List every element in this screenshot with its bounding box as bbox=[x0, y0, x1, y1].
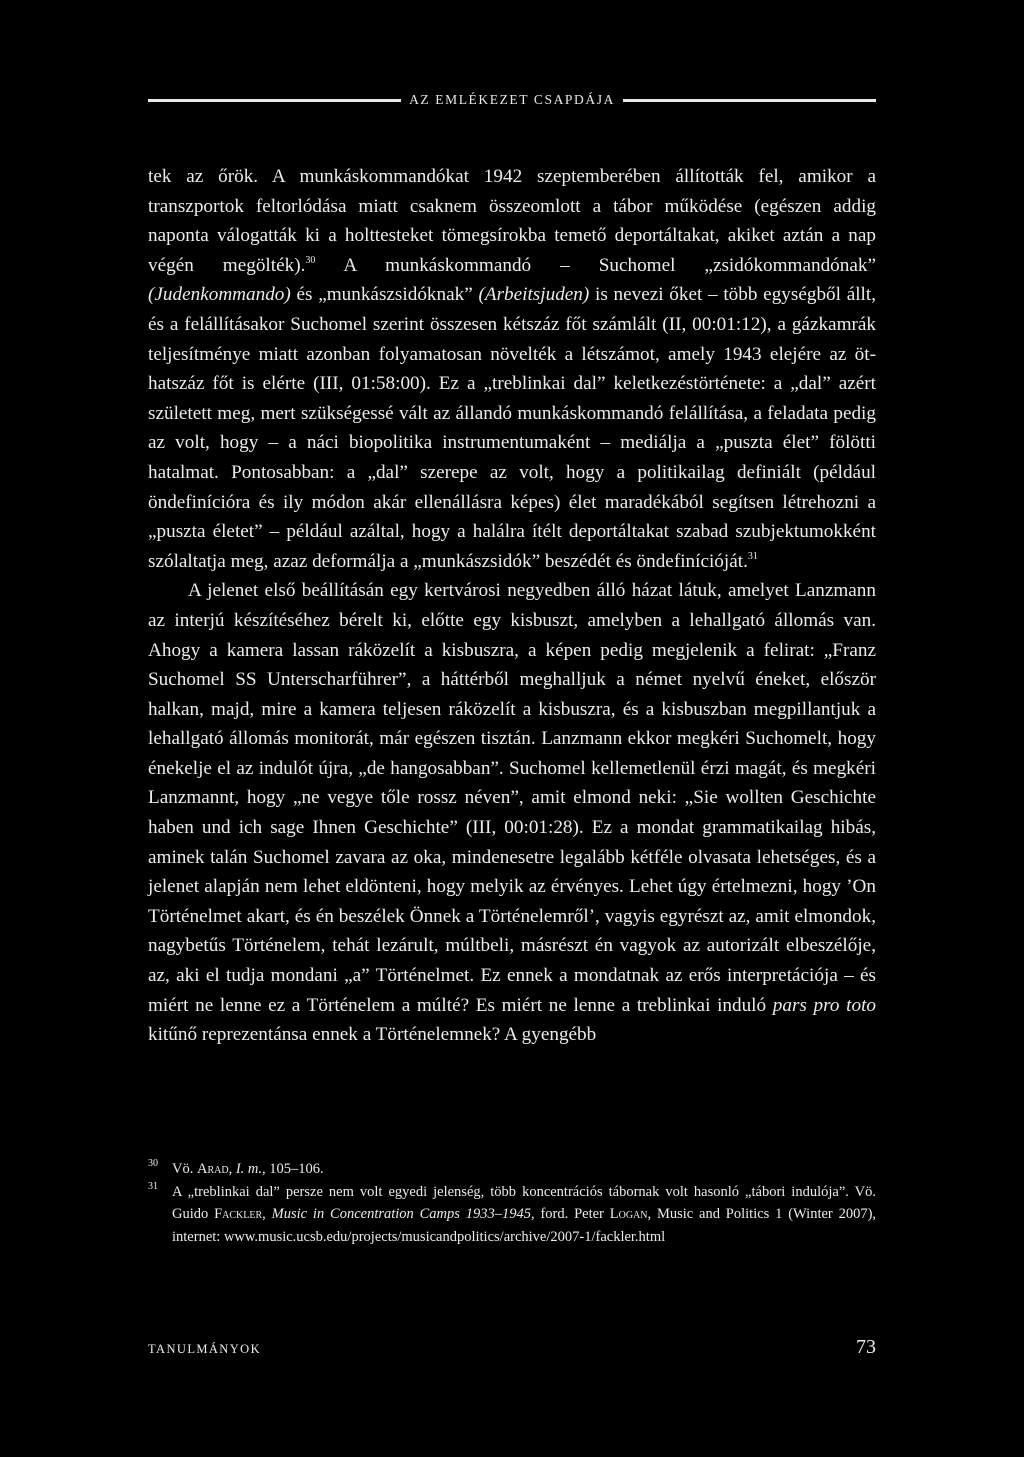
term-arbeitsjuden: (Arbeitsjuden) bbox=[478, 284, 590, 306]
paragraph-2 bbox=[148, 576, 876, 1050]
page-number: 73 bbox=[856, 1336, 876, 1358]
footnote-ref-30: 30 bbox=[305, 254, 316, 266]
term-judenkommando: (Judenkommando) bbox=[148, 284, 291, 306]
paragraph-2-text-a: A jelenet első beállításán egy kertvárosi negyedben álló házat látuk, amelyet Lanzmann az interjú készítéséhez bérelt ki, előtte egy kisbuszt, amelyben a lehallgató állomás van. Ahogy a kamera lassan ráközelít a kisbuszra, a képen pedig megjelenik a felirat: „Franz Suchomel SS Unterscharführer”, a háttérből meghalljuk a német nyelvű éneket, először halkan, majd, mire a kamera teljesen ráközelít a kisbuszra, és a kisbuszban megpillantjuk a lehallgató állomás monitorát, már egészen tisztán. Lanzmann ekkor megkéri Suchomelt, hogy énekelje el az indulót újra, „de hangosabban”. Suchomel kellemetlenül érzi magát, és megkéri Lanzmannt, hogy „ne vegye tőle rossz néven”, amit elmond neki: „Sie wollten Geschichte haben und ich sage Ihnen Geschichte” (III, 00:01:28). Ez a mondat grammatikailag hibás, aminek talán Suchomel zavara az oka, mindenesetre legalább kétféle olvasata lehetséges, és a jelenet alapján nem lehet eldönteni, hogy melyik az érvényes. Lehet úgy értelmezni, hogy ’On Történelmet akart, és én beszélek Önnek a Történelemről’, vagyis egyrészt az, amit elmondok, nagybetűs Történelem, tehát lezárult, múltbeli, másrészt én vagyok az autorizált elbeszélője, az, aki el tudja mondani „a” Történelmet. Ez ennek a mondatnak az erős interpretációja – és miért ne lenne ez a Történelem a múlté? Es miért ne lenne a treblinkai induló bbox=[148, 580, 876, 1016]
translator-logan: Logan bbox=[609, 1206, 648, 1222]
running-title: AZ EMLÉKEZET CSAPDÁJA bbox=[409, 92, 615, 107]
footnote-31-text-a: A „treblinkai dal” persze nem volt egyedi jelenség, több koncentrációs tábornak volt hasonló „tábori indulója”. Vö. Guido bbox=[172, 1183, 876, 1222]
paragraph-1-text-d: is nevezi őket – több egységből állt, és a felállításakor Suchomel szerint összesen kétszáz főt számlált (II, 00:01:12), a gázkamrák teljesítménye miatt azonban folyamatosan növelték a létszámot, amely 1943 elejére az öt-hatszáz főt is elérte (III, 01:58:00). Ez a „treblinkai dal” keletkezéstörténete: a „dal” azért született meg, mert szükségessé vált az állandó munkáskommandó felállítása, a feladata pedig az volt, hogy – a náci biopolitika instrumentumaként – mediálja a „puszta élet” fölötti hatalmat. Pontosabban: a „dal” szerepe az volt, hogy a politikailag definiált (például öndefinícióra és ily módon akár ellenállásra képes) élet maradékából segítsen létrehozni a „puszta életet” – például azáltal, hogy a halálra ítélt deportáltakat szabad szubjektumokként szólaltatja meg, azaz deformálja a „munkászsidók” beszédét és öndefinícióját. bbox=[148, 284, 876, 572]
footnote-30-text-a: Vö. bbox=[172, 1161, 197, 1177]
header-rule-left bbox=[148, 99, 401, 102]
footnote-30-text-c: , 105–106. bbox=[262, 1161, 324, 1177]
running-header bbox=[148, 92, 876, 108]
footnote-ref-31: 31 bbox=[747, 550, 758, 562]
footnote-31-text-c: ford. Peter bbox=[534, 1206, 610, 1222]
footnote-30 bbox=[148, 1158, 876, 1181]
footnote-text bbox=[172, 1181, 876, 1249]
footnote-text bbox=[172, 1158, 876, 1181]
footnote-30-text-b: , bbox=[228, 1161, 236, 1177]
paragraph-1-text-a: tek az őrök. A munkáskommandókat 1942 szeptemberében állították fel, amikor a transzportok feltorlódása miatt csaknem összeomlott a tábor működése (egészen addig naponta válogatták ki a holttesteket tömegsírokba temető deportáltakat, akiket aztán a nap végén megölték). bbox=[148, 166, 876, 276]
footnote-31-text-b: , bbox=[262, 1206, 272, 1222]
author-arad: Arad bbox=[196, 1161, 229, 1177]
book-title: Music in Concentration Camps 1933–1945, bbox=[271, 1206, 535, 1222]
header-rule-right bbox=[623, 99, 876, 102]
term-pars-pro-toto: pars pro toto bbox=[772, 994, 876, 1016]
body-text bbox=[148, 162, 876, 1050]
paragraph-2-text-b: kitűnő reprezentánsa ennek a Történelemnek? A gyengébb bbox=[148, 1024, 597, 1046]
ibid-abbrev: I. m. bbox=[235, 1161, 263, 1177]
footnote-31-text-d: , Music and Politics 1 (Winter 2007), internet: www.music.ucsb.edu/projects/musicandpolitics/archive/2007-1/fackler.html bbox=[172, 1206, 877, 1245]
paragraph-1-text-b: A munkáskommandó – Suchomel „zsidókommandónak” bbox=[315, 254, 876, 276]
footnotes bbox=[148, 1158, 876, 1248]
footnote-number: 30 bbox=[148, 1158, 158, 1169]
author-fackler: Fackler bbox=[214, 1206, 263, 1222]
page-footer bbox=[148, 1336, 876, 1359]
footnote-31 bbox=[148, 1181, 876, 1249]
paragraph-1 bbox=[148, 162, 876, 576]
paragraph-1-text-c: és „munkászsidóknak” bbox=[290, 284, 479, 306]
footnote-number: 31 bbox=[148, 1180, 158, 1192]
section-label: TANULMÁNYOK bbox=[148, 1342, 262, 1356]
